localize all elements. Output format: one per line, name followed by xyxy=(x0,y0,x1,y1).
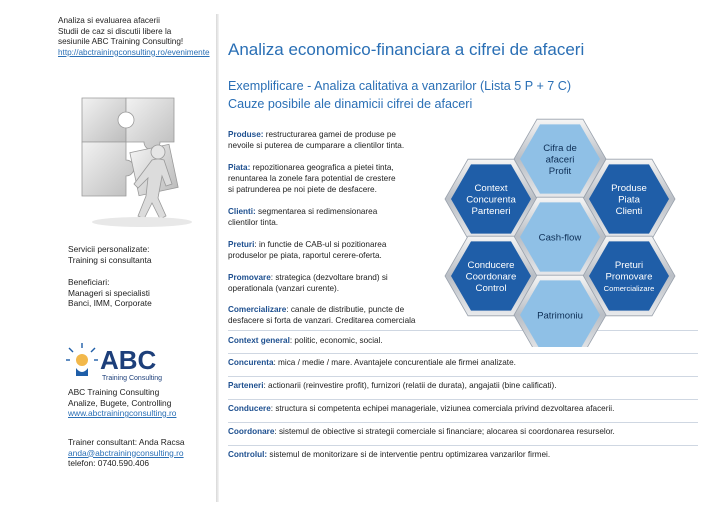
item-text: : structura si competenta echipei manageriale, viziunea comerciala privind dezvoltarea afacerii. xyxy=(270,404,615,413)
item-comercializare xyxy=(228,305,416,327)
beneficiaries-line: Banci, IMM, Corporate xyxy=(68,298,152,308)
item-text: : mica / medie / mare. Avantajele concurentiale ale firmei analizate. xyxy=(273,358,516,367)
services-line: Servicii personalizate: xyxy=(68,244,150,254)
hexagon-label: Control xyxy=(475,283,507,294)
hexagon-diagram xyxy=(416,115,716,347)
intro-line: Studii de caz si discutii libere la xyxy=(58,26,172,36)
trainer-phone: telefon: 0740.590.406 xyxy=(68,458,150,468)
hexagon-label: Promovare xyxy=(605,271,653,283)
intro-block xyxy=(58,16,210,58)
intro-line: Analiza si evaluarea afacerii xyxy=(58,16,160,25)
hexagon-label: Preturi xyxy=(614,260,644,271)
item-text: : politic, economic, social. xyxy=(289,336,383,345)
hexagon-label: afaceri xyxy=(545,154,575,166)
hexagon-label: Comercializare xyxy=(603,284,655,293)
item-text: si patrunderea pe noi piete de desfacere. xyxy=(228,184,377,194)
item-term: Promovare xyxy=(228,273,271,282)
item-text: produselor pe piata, raportul cerere-oferta. xyxy=(228,250,382,260)
item-text: : actionarii (reinvestire profit), furnizori (relatii de durata), angajatii (bine calificati). xyxy=(263,381,557,390)
item-text: : canale de distributie, puncte de xyxy=(286,305,405,314)
hexagon-label: Clienti xyxy=(615,206,643,217)
item-text: restructurarea gamei de produse pe xyxy=(263,130,396,139)
trainer-block xyxy=(68,437,185,469)
item-produse xyxy=(228,130,404,152)
item-text: renuntarea la zonele fara potential de crestere xyxy=(228,173,396,183)
hexagon-label: Parteneri xyxy=(471,206,511,217)
subtitle-line: Exemplificare - Analiza calitativa a vanzarilor (Lista 5 P + 7 C) xyxy=(228,79,572,93)
company-line: ABC Training Consulting xyxy=(68,387,160,397)
item-term: Comercializare xyxy=(228,305,287,314)
item-text: sistemul de monitorizare si de interventie pentru optimizarea vanzarilor firmei. xyxy=(267,450,551,459)
trainer-email-link[interactable]: anda@abctrainingconsulting.ro xyxy=(68,447,184,458)
company-block xyxy=(68,387,176,419)
hexagon-label: Concurenta xyxy=(466,194,516,206)
beneficiaries-line: Manageri si specialisti xyxy=(68,287,150,298)
services-block xyxy=(68,244,151,265)
item-context xyxy=(228,336,383,347)
hexagon-label: Patrimoniu xyxy=(537,310,583,322)
company-line: Analize, Bugete, Controlling xyxy=(68,397,172,408)
item-coordonare xyxy=(228,427,615,438)
item-term: Preturi xyxy=(228,240,255,249)
divider-line xyxy=(228,353,698,354)
item-preturi xyxy=(228,240,386,262)
hexagon-label: Conducere xyxy=(467,260,515,271)
logo-text: ABC xyxy=(100,345,157,375)
services-line: Training si consultanta xyxy=(68,254,152,265)
beneficiaries-line: Beneficiari: xyxy=(68,277,110,287)
hexagon-label: Context xyxy=(474,183,508,194)
trainer-line: Trainer consultant: Anda Racsa xyxy=(68,437,185,447)
hexagon-label: Produse xyxy=(611,183,647,194)
item-term: Produse: xyxy=(228,130,264,139)
item-text: repozitionarea geografica a pietei tinta, xyxy=(250,163,394,172)
item-text: desfacere si forta de vanzari. Creditarea comerciala xyxy=(228,315,416,325)
events-link[interactable]: http://abctrainingconsulting.ro/evenimente xyxy=(58,47,210,57)
item-term: Piata: xyxy=(228,163,251,172)
item-clienti xyxy=(228,207,377,229)
item-promovare xyxy=(228,273,388,295)
company-link[interactable]: www.abctrainingconsulting.ro xyxy=(68,408,177,418)
divider-line xyxy=(228,376,698,377)
hexagon-label: Cifra de xyxy=(543,143,577,154)
hexagon-label: Cash-flow xyxy=(538,232,582,244)
divider-line xyxy=(228,422,698,423)
item-text: clientilor tinta. xyxy=(228,217,279,227)
column-divider xyxy=(216,14,219,502)
hexagon-label: Coordonare xyxy=(465,271,517,283)
item-term: Coordonare xyxy=(228,427,275,436)
item-text: nevoile si puterea de cumparare a clientilor tinta. xyxy=(228,140,405,150)
item-text: segmentarea si redimensionarea xyxy=(255,207,378,216)
item-term: Parteneri xyxy=(228,381,264,390)
hexagon-label: Profit xyxy=(548,166,572,177)
page-title: Analiza economico-financiara a cifrei de afaceri xyxy=(228,40,585,59)
intro-line: sesiunile ABC Training Consulting! xyxy=(58,37,184,46)
item-text: : sistemul de obiective si strategii comerciale si financiare; alocarea si coordonarea resurselor. xyxy=(274,427,615,436)
abc-logo xyxy=(66,338,216,384)
item-term: Controlul: xyxy=(228,450,268,459)
item-term: Conducere xyxy=(228,404,271,413)
item-term: Context general xyxy=(228,336,290,345)
beneficiaries-block xyxy=(68,277,152,309)
divider-line xyxy=(228,399,698,400)
subtitle-block xyxy=(228,77,571,113)
item-controlul xyxy=(228,450,550,461)
item-text: : strategica (dezvoltare brand) si xyxy=(270,273,388,282)
puzzle-figure-image xyxy=(64,90,204,230)
item-text: operationala (vanzari curente). xyxy=(228,283,340,293)
divider-line xyxy=(228,445,698,446)
item-parteneri xyxy=(228,381,557,392)
item-conducere xyxy=(228,404,614,415)
item-text: : in functie de CAB-ul si pozitionarea xyxy=(254,240,387,249)
hexagon-label: Piata xyxy=(618,194,640,206)
logo-subtext: Training Consulting xyxy=(102,375,163,382)
item-term: Concurenta xyxy=(228,358,274,367)
item-piata xyxy=(228,163,396,195)
item-term: Clienti: xyxy=(228,207,256,216)
item-concurenta xyxy=(228,358,516,369)
subtitle-line: Cauze posibile ale dinamicii cifrei de afaceri xyxy=(228,97,473,111)
